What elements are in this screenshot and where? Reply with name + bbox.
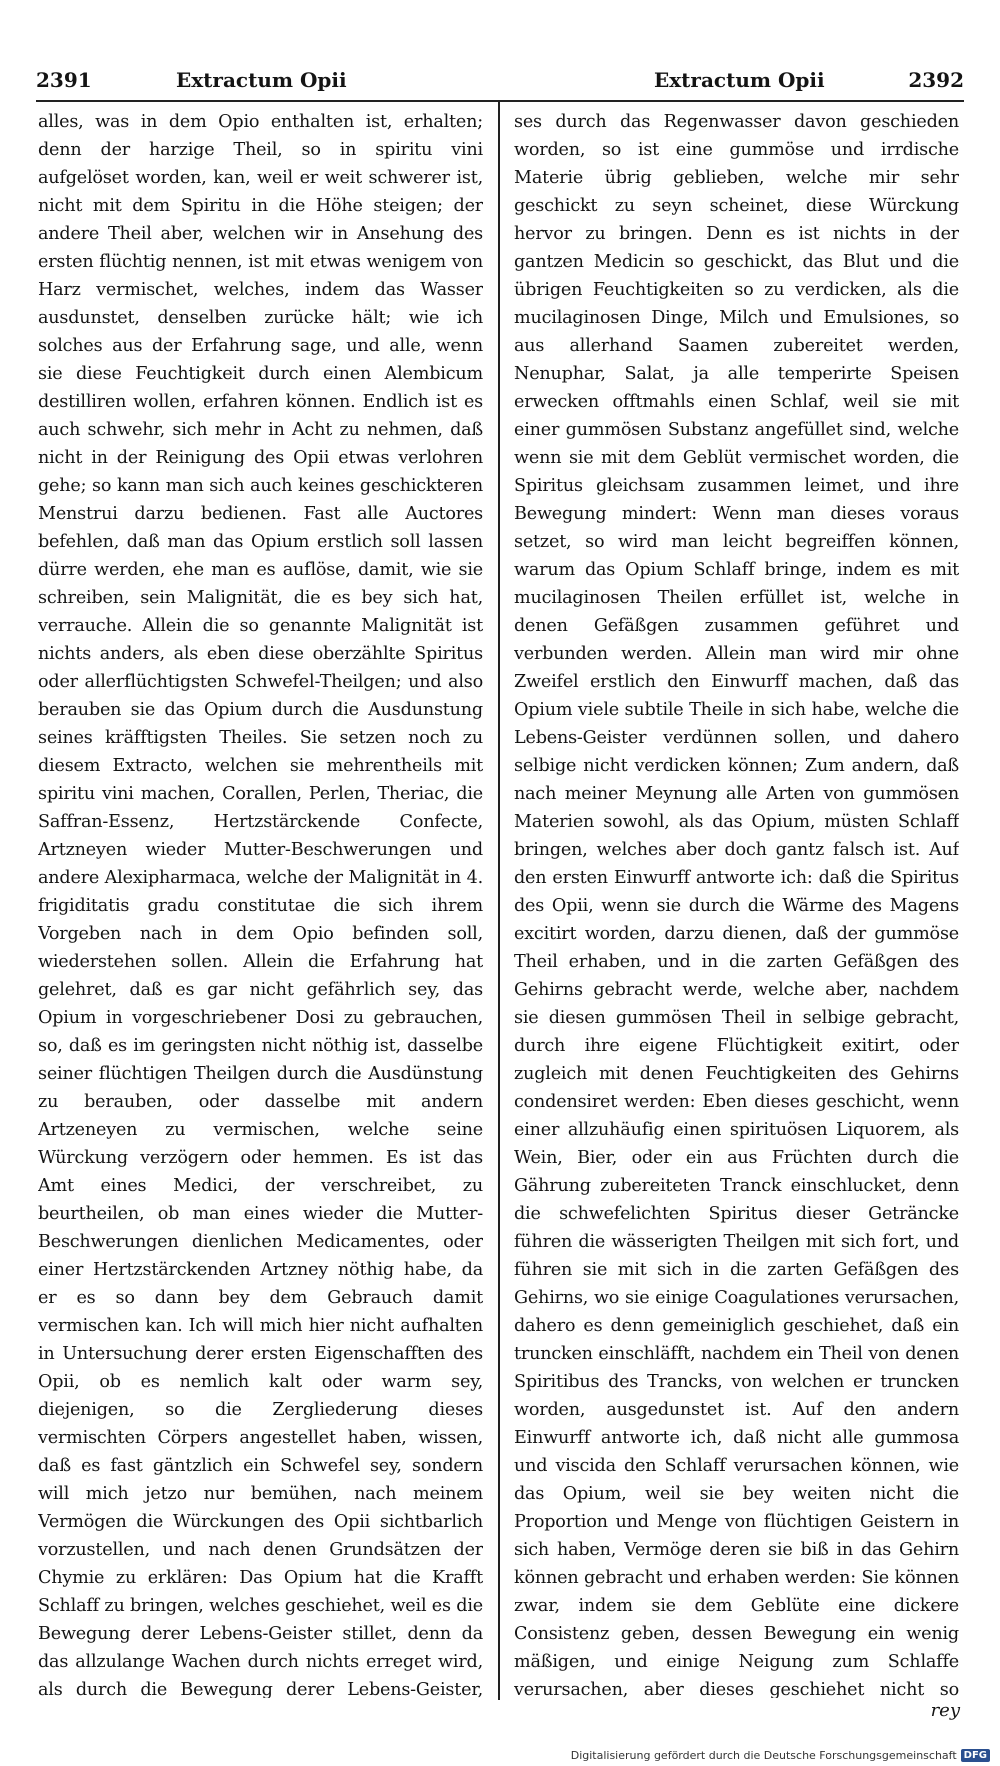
running-header — [36, 60, 964, 100]
left-page-number: 2391 — [36, 68, 92, 92]
left-column — [38, 108, 483, 1698]
dfg-logo: DFG — [961, 1749, 990, 1762]
left-column-text: alles, was in dem Opio enthalten ist, erhalten; denn der harzige Theil, so in spiritu vini aufgelöset worden, kan, weil er weit schwerer ist, nicht mit dem Spiritu in die Höhe steigen; der andere Theil aber, welchen wir in Ansehung des ersten flüchtig nennen, ist mit etwas wenigem von Harz vermischet, welches, indem das Wasser ausdunstet, denselben zurücke hält; wie ich solches aus der Erfahrung sage, und alle, wenn sie diese Feuchtigkeit durch einen Alembicum destilliren wollen, erfahren können. Endlich ist es auch schwehr, sich mehr in Acht zu nehmen, daß nicht in der Reinigung des Opii etwas verlohren gehe; so kann man sich auch keines geschickteren Menstrui darzu bedienen. Fast alle Auctores befehlen, daß man das Opium erstlich soll lassen dürre werden, ehe man es auflöse, damit, wie sie schreiben, sein Malignität, die es bey sich hat, verrauche. Allein die so genannte Malignität ist nichts anders, als eben diese oberzählte Spiritus oder allerflüchtigsten Schwefel-Theilgen; und also berauben sie das Opium durch die Ausdunstung seines kräfftigsten Theiles. Sie setzen noch zu diesem Extracto, welchen sie mehrentheils mit spiritu vini machen, Corallen, Perlen, Theriac, die Saffran-Essenz, Hertzstärckende Confecte, Artzneyen wieder Mutter-Beschwerungen und andere Alexipharmaca, welche der Malignität in 4. frigiditatis gradu constitutae die sich ihrem Vorgeben nach in dem Opio befinden soll, wiederstehen sollen. Allein die Erfahrung hat gelehret, daß es gar nicht gefährlich sey, das Opium in vorgeschriebener Dosi zu gebrauchen, so, daß es im geringsten nicht nöthig ist, dasselbe seiner flüchtigen Theilgen durch die Ausdünstung zu berauben, oder dasselbe mit andern Artzeneyen zu vermischen, welche seine Würckung verzögern oder hemmen. Es ist das Amt eines Medici, der verschreibet, zu beurtheilen, ob man eines wieder die Mutter-Beschwerungen dienlichen Medicamentes, oder einer Hertzstärckenden Artzney nöthig habe, da er es so dann bey dem Gebrauch damit vermischen kan. Ich will mich hier nicht aufhalten in Untersuchung derer ersten Eigenschafften des Opii, ob es nemlich kalt oder warm sey, diejenigen, so die Zergliederung dieses vermischten Cörpers angestellet haben, wissen, daß es fast gäntzlich ein Schwefel sey, sondern will mich jetzo nur bemühen, nach meinem Vermögen die Würckungen des Opii sichtbarlich vorzustellen, und nach denen Grundsätzen der Chymie zu erklären: Das Opium hat die Krafft Schlaff zu bringen, welches geschiehet, weil es die Bewegung derer Lebens-Geister stillet, denn da das allzulange Wachen durch nichts erreget wird, als durch die Bewegung derer Lebens-Geister, — [38, 112, 483, 1698]
left-running-title: Extractum Opii — [176, 68, 347, 92]
header-rule — [36, 100, 964, 102]
column-divider — [498, 102, 500, 1700]
digitization-footer — [571, 1746, 990, 1764]
right-column — [514, 108, 959, 1698]
right-page-number: 2392 — [908, 68, 964, 92]
catchword: rey — [930, 1700, 960, 1721]
right-running-title: Extractum Opii — [654, 68, 825, 92]
footer-credit-text: Digitalisierung gefördert durch die Deutsche Forschungsgemeinschaft — [570, 1748, 957, 1762]
right-column-text: ses durch das Regenwasser davon geschieden worden, so ist eine gummöse und irrdische Materie übrig geblieben, welche mir sehr geschickt zu seyn scheinet, diese Würckung hervor zu bringen. Denn es ist nichts in der gantzen Medicin so geschickt, das Blut und die übrigen Feuchtigkeiten so zu verdicken, als die mucilaginosen Dinge, Milch und Emulsiones, so aus allerhand Saamen zubereitet werden, Nenuphar, Salat, ja alle temperirte Speisen erwecken offtmahls einen Schlaf, weil sie mit einer gummösen Substanz angefüllet sind, welche wenn sie mit dem Geblüt vermischet worden, die Spiritus gleichsam zusammen leimet, und ihre Bewegung mindert: Wenn man dieses voraus setzet, so wird man leicht begreiffen können, warum das Opium Schlaff bringe, indem es mit mucilaginosen Theilen erfüllet ist, welche in denen Gefäßgen zusammen geführet und verbunden werden. Allein man wird mir ohne Zweifel erstlich den Einwurff machen, daß das Opium viele subtile Theile in sich habe, welche die Lebens-Geister verdünnen sollen, und dahero selbige nicht verdicken können; Zum andern, daß nach meiner Meynung alle Arten von gummösen Materien sowohl, als das Opium, müsten Schlaff bringen, welches aber doch gantz falsch ist. Auf den ersten Einwurff antworte ich: daß die Spiritus des Opii, wenn sie durch die Wärme des Magens excitirt worden, darzu dienen, daß der gummöse Theil erhaben, und in die zarten Gefäßgen des Gehirns gebracht werde, welche aber, nachdem sie diesen gummösen Theil in selbige gebracht, durch ihre eigene Flüchtigkeit exitirt, oder zugleich mit denen Feuchtigkeiten des Gehirns condensiret werden: Eben dieses geschicht, wenn einer allzuhäufig einen spirituösen Liquorem, als Wein, Bier, oder ein aus Früchten durch die Gährung zubereiteten Tranck einschlucket, denn die schwefelichten Spiritus dieser Geträncke führen die wässerigten Theilgen mit sich fort, und führen sie mit sich in die zarten Gefäßgen des Gehirns, wo sie einige Coagulationes verursachen, dahero es denn gemeiniglich geschiehet, daß ein truncken einschläfft, nachdem ein Theil von denen Spiritibus des Trancks, von welchen er truncken worden, ausgedunstet ist. Auf den andern Einwurff antworte ich, daß nicht alle gummosa und viscida den Schlaff verursachen können, wie das Opium, weil sie bey weiten nicht die Proportion und Menge von flüchtigen Geistern in sich haben, Vermöge deren sie biß in das Gehirn können gebracht und erhaben werden: Sie können zwar, indem sie dem Geblüte eine dickere Consistenz geben, dessen Bewegung ein wenig mäßigen, und einige Neigung zum Schlaffe verursachen, aber dieses geschiehet nicht so — [514, 112, 959, 1698]
